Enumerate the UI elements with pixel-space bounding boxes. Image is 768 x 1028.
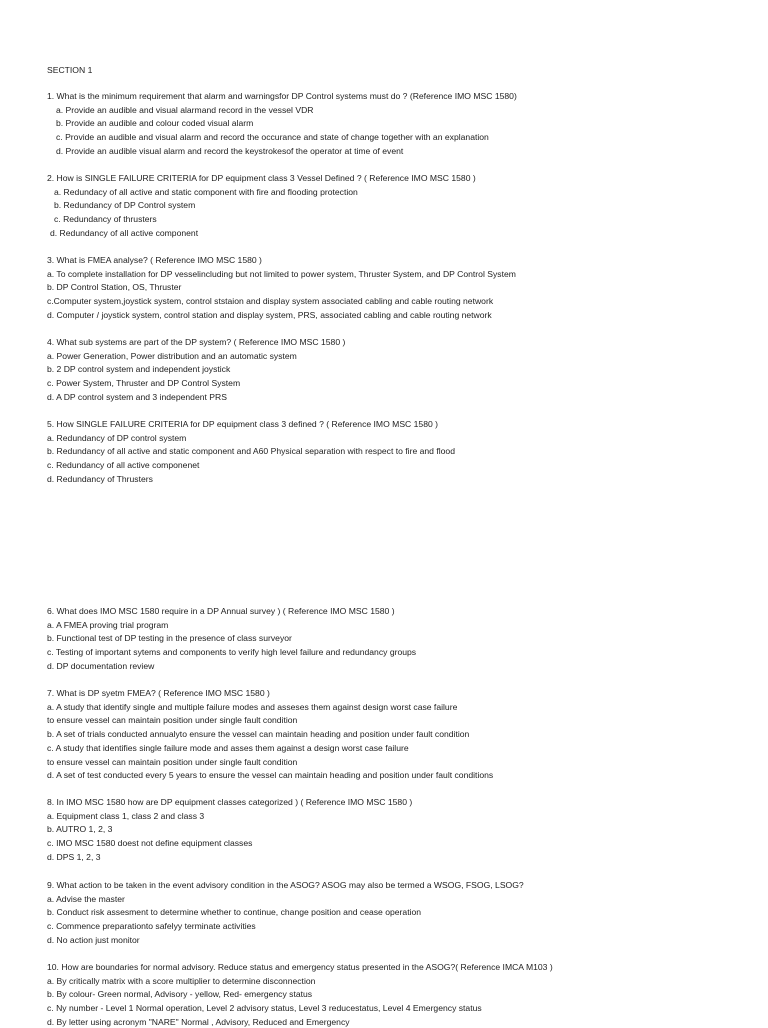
answer-option: to ensure vessel can maintain position under single fault condition <box>47 715 298 726</box>
answer-option: c. Power System, Thruster and DP Control System <box>47 378 241 389</box>
answer-option: c. Redundancy of all active componenet <box>47 460 200 471</box>
answer-option: a. A FMEA proving trial program <box>47 619 169 630</box>
question-text: 9. What action to be taken in the event advisory condition in the ASOG? ASOG may also be termed a WSOG, FSOG, LSOG? <box>47 880 524 890</box>
answer-option: a. Redundacy of all active and static component with fire and flooding protection <box>54 186 358 197</box>
question-text: 7. What is DP syetm FMEA? ( Reference IMO MSC 1580 ) <box>47 688 270 698</box>
answer-option: d. A DP control system and 3 independent PRS <box>47 391 227 402</box>
answer-option: d. Redundancy of all active component <box>50 227 199 238</box>
answer-option: b. Redundancy of all active and static component and A60 Physical separation with respect to fire and flood <box>47 446 455 457</box>
question-text: 5. How SINGLE FAILURE CRITERIA for DP equipment class 3 defined ? ( Reference IMO MSC 1580 ) <box>47 419 439 429</box>
question-text: 1. What is the minimum requirement that alarm and warningsfor DP Control systems must do ? (Reference IMO MSC 1580) <box>47 91 517 101</box>
question-text: 3. What is FMEA analyse? ( Reference IMO MSC 1580 ) <box>47 255 262 265</box>
answer-option: b. Provide an audible and colour coded visual alarm <box>56 118 254 129</box>
answer-option: b. DP Control Station, OS, Thruster <box>47 282 182 293</box>
answer-option: c. Commence preparationto safelyy terminate activities <box>47 921 256 932</box>
answer-option: a. Redundancy of DP control system <box>47 432 187 443</box>
answer-option: d. DPS 1, 2, 3 <box>47 851 101 862</box>
answer-option: d. A set of test conducted every 5 years to ensure the vessel can maintain heading and position under fault conditions <box>47 770 494 781</box>
answer-option: c. A study that identifies single failure mode and asses them against a design worst case failure <box>47 742 409 753</box>
answer-option: b. Functional test of DP testing in the presence of class surveyor <box>47 633 292 644</box>
answer-option: d. Provide an audible visual alarm and record the keystrokesof the operator at time of event <box>56 145 404 156</box>
answer-option: c. IMO MSC 1580 doest not define equipment classes <box>47 838 253 849</box>
answer-option: c.Computer system,joystick system, control ststaion and display system associated cabling and cable routing network <box>47 296 494 307</box>
answer-option: to ensure vessel can maintain position under single fault condition <box>47 756 298 767</box>
answer-option: d. Computer / joystick system, control station and display system, PRS, associated cabling and cable routing network <box>47 309 492 320</box>
answer-option: d. By letter using acronym "NARE" Normal , Advisory, Reduced and Emergency <box>47 1016 350 1027</box>
answer-option: b. Conduct risk assesment to determine whether to continue, change position and cease operation <box>47 907 422 918</box>
answer-option: b. A set of trials conducted annualyto ensure the vessel can maintain heading and position under fault condition <box>47 729 470 740</box>
answer-option: b. 2 DP control system and independent joystick <box>47 364 231 375</box>
answer-option: a. Power Generation, Power distribution and an automatic system <box>47 350 297 361</box>
answer-option: a. A study that identify single and multiple failure modes and asseses them against design worst case failure <box>47 701 458 712</box>
answer-option: b. By colour- Green normal, Advisory - yellow, Red- emergency status <box>47 989 313 1000</box>
question-text: 4. What sub systems are part of the DP system? ( Reference IMO MSC 1580 ) <box>47 337 346 347</box>
answer-option: a. Advise the master <box>47 893 125 904</box>
question-text: 8. In IMO MSC 1580 how are DP equipment classes categorized ) ( Reference IMO MSC 1580 ) <box>47 797 413 807</box>
answer-option: d. No action just monitor <box>47 934 140 945</box>
answer-option: c. Redundancy of thrusters <box>54 214 157 225</box>
answer-option: a. Provide an audible and visual alarmand record in the vessel VDR <box>56 104 314 115</box>
question-text: 10. How are boundaries for normal advisory. Reduce status and emergency status presented in the ASOG?( Reference IMCA M103 ) <box>47 962 553 972</box>
answer-option: c. Testing of important sytems and components to verify high level failure and redundancy groups <box>47 647 417 658</box>
answer-option: c. Ny number - Level 1 Normal operation, Level 2 advisory status, Level 3 reducestatus, Level 4 Emergency status <box>47 1003 482 1014</box>
answer-option: a. By critically matrix with a score multiplier to determine disconnection <box>47 975 316 986</box>
answer-option: b. Redundancy of DP Control system <box>54 200 196 211</box>
answer-option: a. Equipment class 1, class 2 and class 3 <box>47 810 205 821</box>
answer-option: d. Redundancy of Thrusters <box>47 473 153 484</box>
question-text: 6. What does IMO MSC 1580 require in a DP Annual survey ) ( Reference IMO MSC 1580 ) <box>47 606 395 616</box>
answer-option: b. AUTRO 1, 2, 3 <box>47 824 113 835</box>
section-title: SECTION 1 <box>47 65 93 75</box>
answer-option: d. DP documentation review <box>47 660 155 671</box>
question-text: 2. How is SINGLE FAILURE CRITERIA for DP equipment class 3 Vessel Defined ? ( Reference IMO MSC 1580 ) <box>47 173 476 183</box>
answer-option: c. Provide an audible and visual alarm and record the occurance and state of change together with an explanation <box>56 132 489 143</box>
answer-option: a. To complete installation for DP vesselincluding but not limited to power system, Thruster System, and DP Control System <box>47 268 516 279</box>
